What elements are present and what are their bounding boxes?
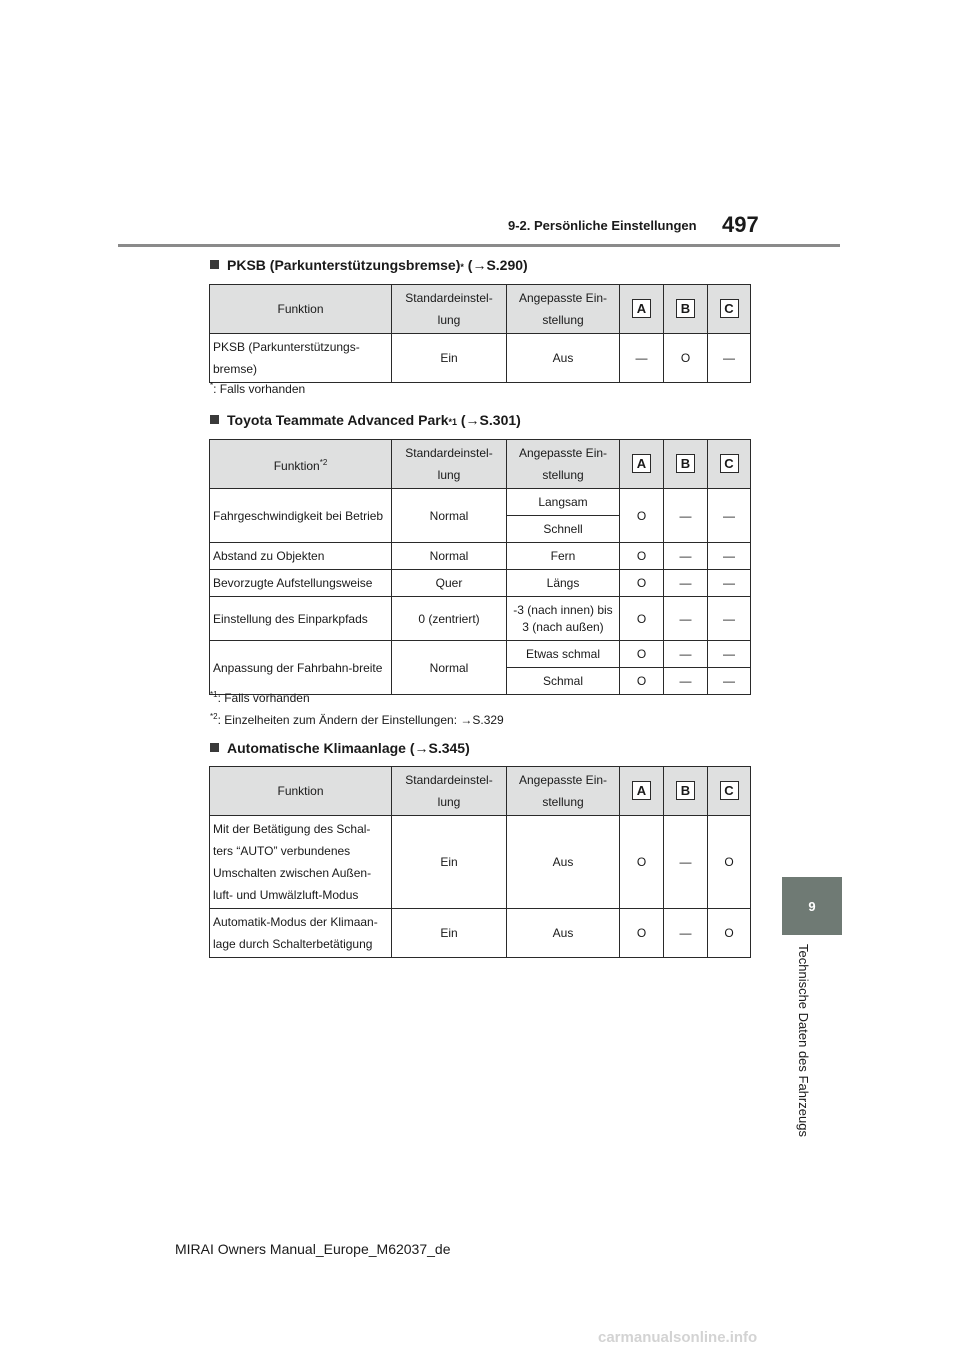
cell-funktion: Anpassung der Fahrbahn-breite — [210, 641, 392, 695]
cell-b: — — [664, 597, 708, 641]
cell-c: — — [708, 570, 751, 597]
heading-sup: * — [460, 262, 464, 272]
cell-a: — — [620, 334, 664, 383]
header-angepasst: Angepasste Ein-stellung — [507, 440, 620, 489]
cell-standard: Ein — [392, 334, 507, 383]
cell-b: — — [664, 543, 708, 570]
cell-b: — — [664, 570, 708, 597]
header-funktion-text: Funktion — [273, 458, 320, 473]
footnote-park-1 — [210, 690, 310, 705]
header-funktion-sup: *2 — [319, 457, 328, 467]
bullet-square-icon — [210, 743, 219, 752]
header-funktion: Funktion — [210, 285, 392, 334]
cell-c: — — [708, 489, 751, 543]
header-standard: Standardeinstel-lung — [392, 440, 507, 489]
heading-text: Automatische Klimaanlage — [227, 740, 406, 756]
cell-b: — — [664, 816, 708, 909]
cell-a: O — [620, 570, 664, 597]
cell-standard: Ein — [392, 816, 507, 909]
cell-angepasst: Längs — [507, 570, 620, 597]
page-reference-link[interactable]: (→S.345) — [409, 740, 470, 756]
cell-c: — — [708, 668, 751, 695]
cell-c: — — [708, 543, 751, 570]
cell-funktion: Fahrgeschwindigkeit bei Betrieb — [210, 489, 392, 543]
cell-c: — — [708, 597, 751, 641]
cell-angepasst: Langsam — [507, 489, 620, 516]
cell-a: O — [620, 641, 664, 668]
cell-angepasst: -3 (nach innen) bis 3 (nach außen) — [507, 597, 620, 641]
header-b — [664, 440, 708, 489]
header-a — [620, 285, 664, 334]
cell-a: O — [620, 668, 664, 695]
cell-b: O — [664, 334, 708, 383]
table-row — [210, 909, 751, 958]
cell-c: O — [708, 909, 751, 958]
heading-sup: *1 — [448, 417, 457, 427]
cell-angepasst: Aus — [507, 909, 620, 958]
cell-standard: Quer — [392, 570, 507, 597]
cell-standard: Normal — [392, 543, 507, 570]
park-table — [209, 439, 751, 695]
footnote-text: : Falls vorhanden — [213, 382, 306, 396]
pksb-table — [209, 284, 751, 383]
header-c — [708, 440, 751, 489]
header-c — [708, 285, 751, 334]
cell-angepasst: Aus — [507, 816, 620, 909]
section-heading-klima — [210, 740, 470, 756]
cell-b: — — [664, 641, 708, 668]
cell-a: O — [620, 543, 664, 570]
header-c — [708, 767, 751, 816]
cell-funktion: Mit der Betätigung des Schal-ters “AUTO” verbundenes Umschalten zwischen Außen-luft- und Umwälzluft-Modus — [210, 816, 392, 909]
cell-angepasst: Etwas schmal — [507, 641, 620, 668]
cell-funktion: Einstellung des Einparkpfads — [210, 597, 392, 641]
section-header: 9-2. Persönliche Einstellungen — [508, 218, 697, 233]
cell-funktion: Abstand zu Objekten — [210, 543, 392, 570]
cell-funktion: Automatik-Modus der Klimaan-lage durch Schalterbetätigung — [210, 909, 392, 958]
label-a: A — [632, 299, 651, 318]
footnote-mark: *1 — [210, 690, 218, 699]
chapter-tab[interactable] — [782, 877, 842, 935]
footnote-pksb — [210, 381, 305, 396]
table-row — [210, 570, 751, 597]
header-rule — [118, 244, 840, 247]
section-heading-pksb — [210, 257, 528, 273]
header-funktion — [210, 440, 392, 489]
bullet-square-icon — [210, 260, 219, 269]
table-row — [210, 543, 751, 570]
cell-standard: Normal — [392, 489, 507, 543]
footnote-mark: * — [210, 381, 214, 390]
label-b: B — [676, 454, 695, 473]
cell-funktion: PKSB (Parkunterstützungs-bremse) — [210, 334, 392, 383]
page-reference-link[interactable]: (→S.290) — [467, 257, 528, 273]
header-a — [620, 440, 664, 489]
header-a — [620, 767, 664, 816]
cell-a: O — [620, 489, 664, 543]
header-angepasst: Angepasste Ein-stellung — [507, 285, 620, 334]
cell-c: — — [708, 641, 751, 668]
table-row — [210, 334, 751, 383]
label-b: B — [676, 299, 695, 318]
cell-b: — — [664, 909, 708, 958]
header-angepasst: Angepasste Ein-stellung — [507, 767, 620, 816]
table-row — [210, 489, 751, 516]
bullet-square-icon — [210, 415, 219, 424]
cell-c: — — [708, 334, 751, 383]
label-c: C — [720, 299, 739, 318]
label-c: C — [720, 454, 739, 473]
header-b — [664, 285, 708, 334]
page-reference-link[interactable]: (→S.301) — [460, 412, 521, 428]
cell-a: O — [620, 816, 664, 909]
cell-funktion: Bevorzugte Aufstellungsweise — [210, 570, 392, 597]
label-a: A — [632, 454, 651, 473]
cell-c: O — [708, 816, 751, 909]
cell-angepasst: Schmal — [507, 668, 620, 695]
header-b — [664, 767, 708, 816]
heading-text: Toyota Teammate Advanced Park — [227, 412, 449, 428]
section-heading-park — [210, 412, 521, 428]
table-row — [210, 816, 751, 909]
heading-text: PKSB (Parkunterstützungsbremse) — [227, 257, 461, 273]
footnote-park-2 — [210, 712, 504, 727]
page-number: 497 — [722, 212, 759, 237]
footnote-text: : Einzelheiten zum Ändern der Einstellungen: →S.329 — [217, 713, 504, 727]
cell-standard: 0 (zentriert) — [392, 597, 507, 641]
label-c: C — [720, 781, 739, 800]
cell-b: — — [664, 489, 708, 543]
cell-a: O — [620, 597, 664, 641]
label-a: A — [632, 781, 651, 800]
table-row — [210, 641, 751, 668]
cell-angepasst: Aus — [507, 334, 620, 383]
cell-a: O — [620, 909, 664, 958]
chapter-number: 9 — [808, 898, 816, 914]
header-standard: Standardeinstel-lung — [392, 285, 507, 334]
watermark: carmanualsonline.info — [598, 1329, 758, 1346]
cell-angepasst: Schnell — [507, 516, 620, 543]
header-funktion: Funktion — [210, 767, 392, 816]
table-row — [210, 597, 751, 641]
cell-angepasst: Fern — [507, 543, 620, 570]
cell-standard: Ein — [392, 909, 507, 958]
header-standard: Standardeinstel-lung — [392, 767, 507, 816]
footnote-mark: *2 — [210, 712, 218, 721]
cell-b: — — [664, 668, 708, 695]
label-b: B — [676, 781, 695, 800]
chapter-label: Technische Daten des Fahrzeugs — [796, 944, 811, 1137]
cell-standard: Normal — [392, 641, 507, 695]
footnote-text: : Falls vorhanden — [217, 691, 310, 705]
footer-document-id: MIRAI Owners Manual_Europe_M62037_de — [175, 1241, 451, 1257]
klima-table — [209, 766, 751, 958]
